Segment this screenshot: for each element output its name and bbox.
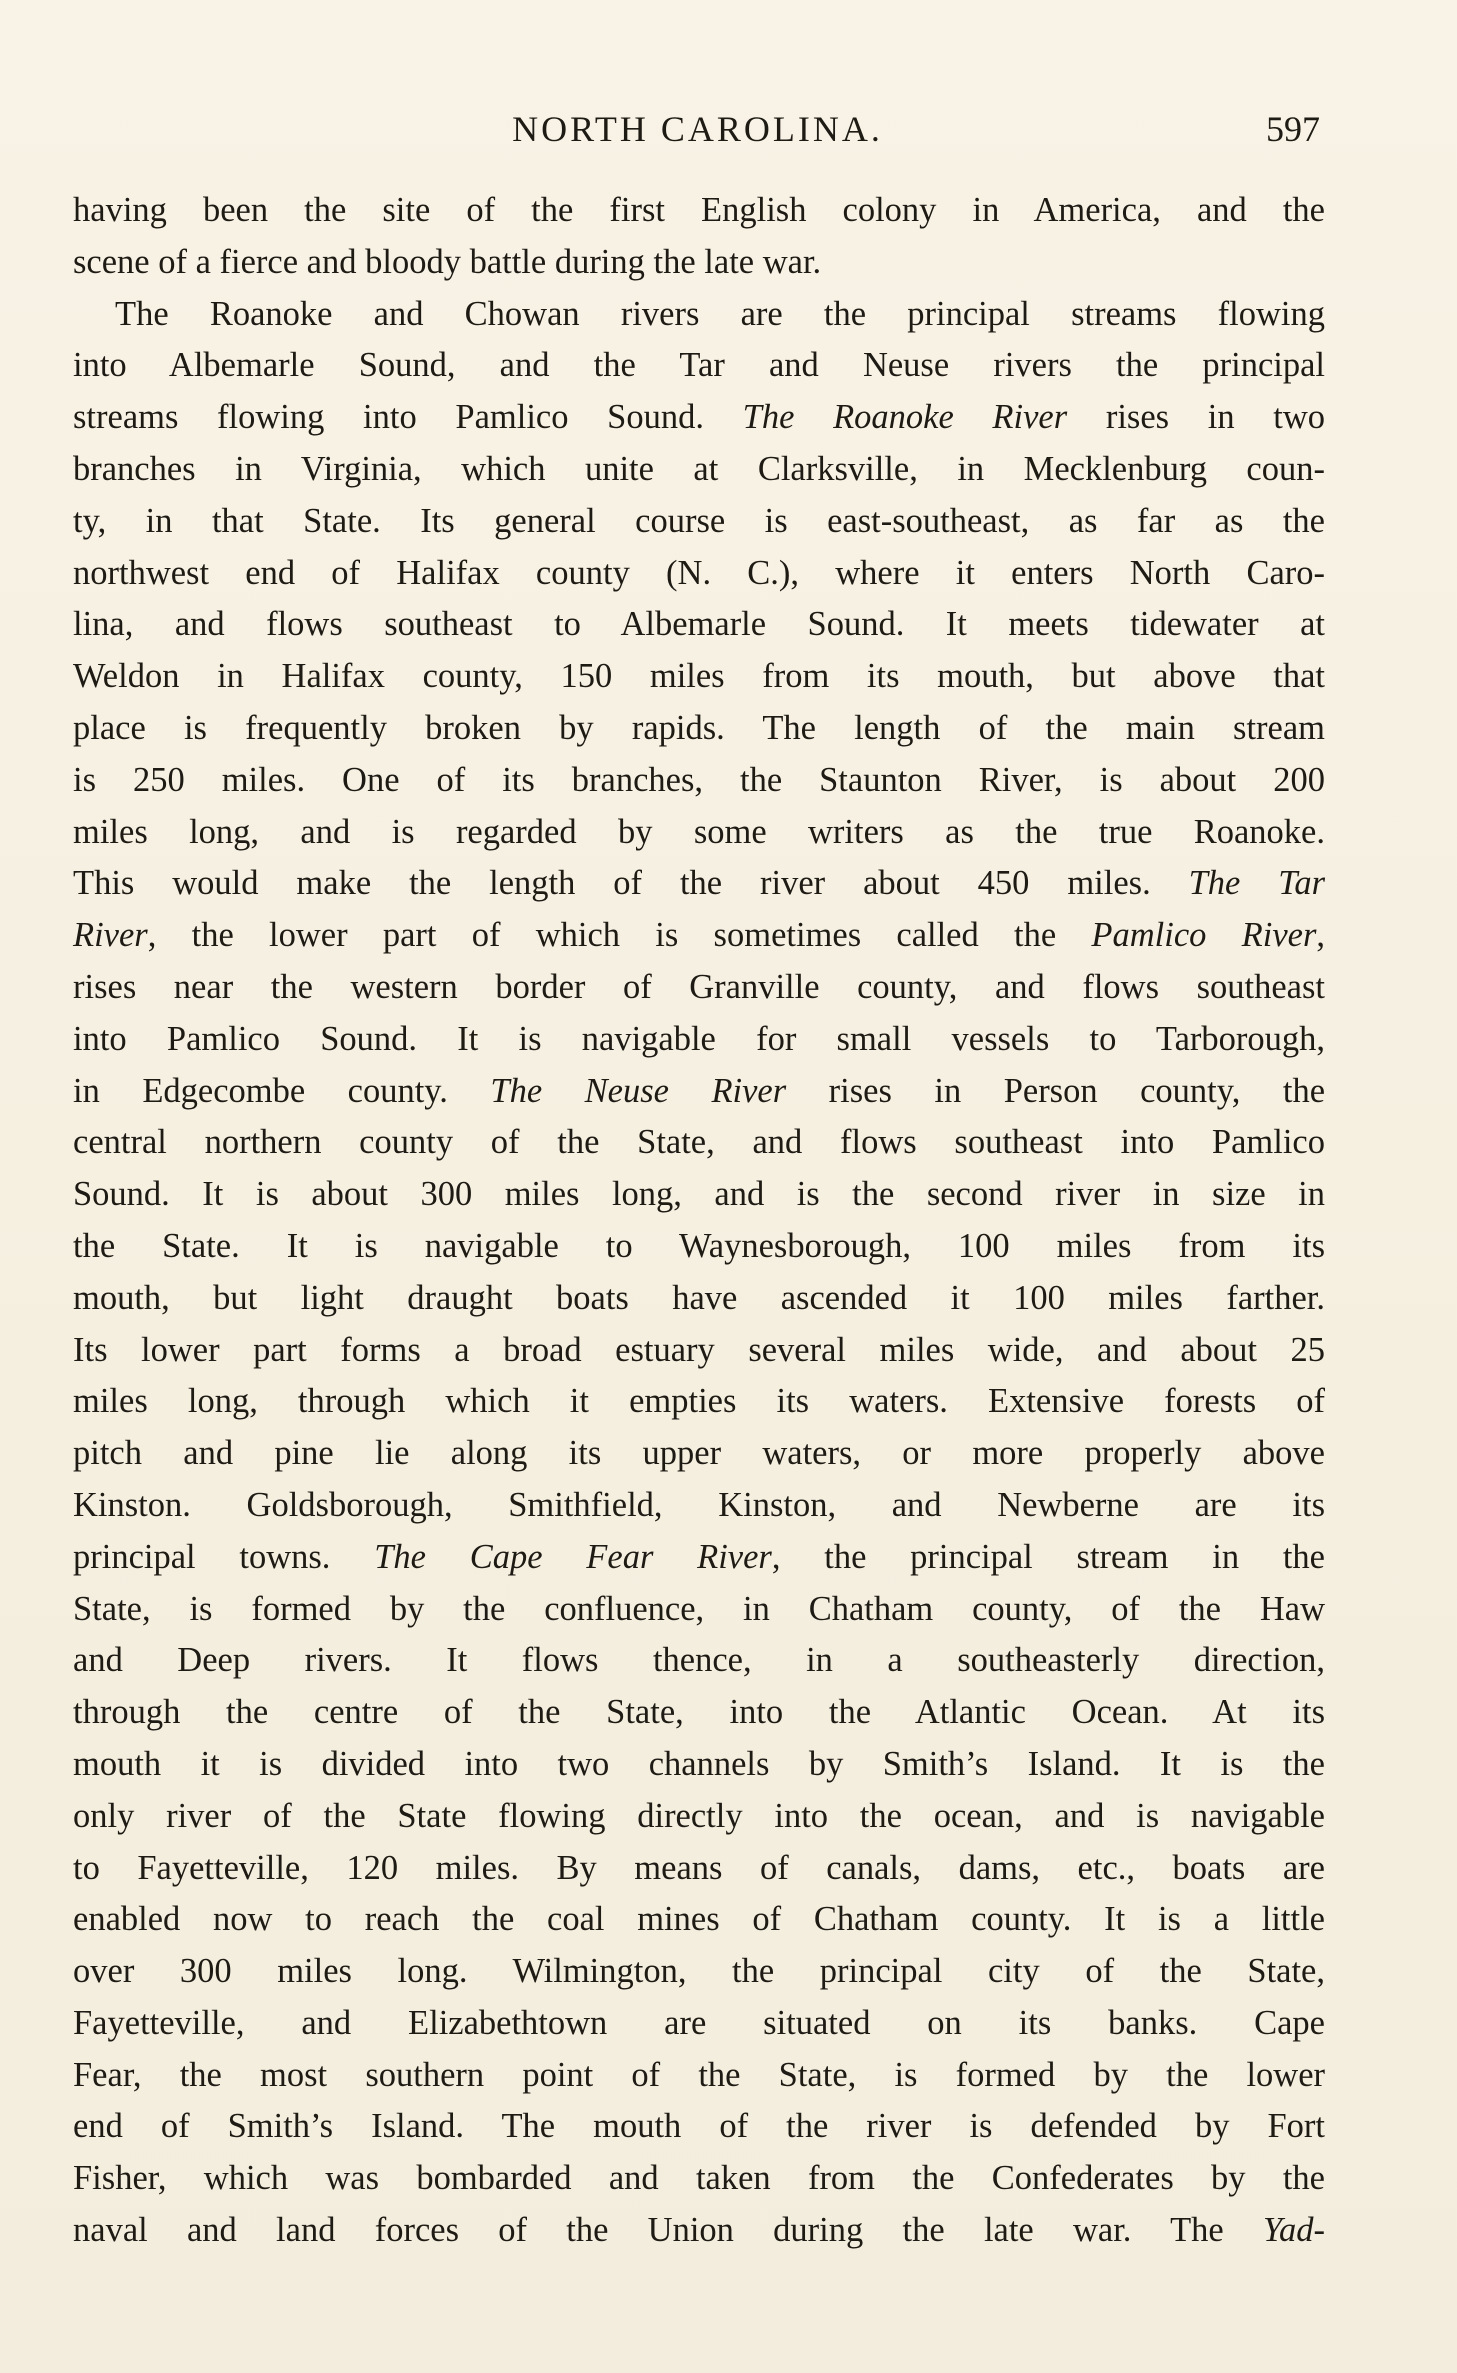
text-run: ty, in that State. Its general course is east-southeast, as far as the [73,501,1325,540]
text-line [73,1791,1325,1843]
text-line [73,962,1325,1014]
text-line [73,807,1325,859]
text-run: Sound. It is about 300 miles long, and is the second river in size in [73,1175,1325,1214]
text-line [73,1998,1325,2050]
text-run: enabled now to reach the coal mines of Chatham county. It is a little [73,1900,1325,1939]
text-run: rises in two [1067,398,1326,437]
text-line [73,2153,1325,2205]
text-run: only river of the State flowing directly into the ocean, and is navigable [73,1796,1325,1835]
italic-run: The Roanoke River [742,398,1068,437]
text-line [73,1894,1325,1946]
text-run: place is frequently broken by rapids. The length of the main stream [73,708,1325,747]
text-run: into Pamlico Sound. It is navigable for small vessels to Tarborough, [73,1019,1325,1058]
text-line [73,755,1325,807]
text-line [73,1117,1325,1169]
text-line [73,858,1325,910]
text-run: , the lower part of which is sometimes called the [147,916,1092,955]
text-run: rises near the western border of Granville county, and flows southeast [73,967,1325,1006]
text-run: is 250 miles. One of its branches, the Staunton River, is about 200 [73,760,1325,799]
text-line [73,2050,1325,2102]
text-run: , the principal stream in the [771,1537,1325,1576]
text-run: scene of a fierce and bloody battle during the late war. [73,242,822,281]
italic-run: The Neuse River [490,1071,787,1110]
text-line [73,1687,1325,1739]
text-run: Fear, the most southern point of the State, is formed by the lower [73,2055,1325,2094]
text-run: This would make the length of the river about 450 miles. [73,864,1189,903]
text-line [73,548,1325,600]
text-line [73,1480,1325,1532]
italic-run: Pamlico River [1091,916,1317,955]
text-line [73,1014,1325,1066]
text-run: naval and land forces of the Union during the late war. The [73,2211,1263,2250]
text-run: Its lower part forms a broad estuary several miles wide, and about 25 [73,1330,1325,1369]
text-run: pitch and pine lie along its upper waters, or more properly above [73,1434,1325,1473]
text-run: over 300 miles long. Wilmington, the principal city of the State, [73,1952,1325,1991]
text-run: northwest end of Halifax county (N. C.), where it enters North Caro- [73,553,1325,592]
text-run: through the centre of the State, into the Atlantic Ocean. At its [73,1693,1325,1732]
text-run: mouth it is divided into two channels by Smith’s Island. It is the [73,1744,1325,1783]
text-run: end of Smith’s Island. The mouth of the river is defended by Fort [73,2107,1325,2146]
text-line [73,1946,1325,1998]
text-run: central northern county of the State, and flows southeast into Pamlico [73,1123,1325,1162]
text-line [73,2205,1325,2257]
text-line [73,910,1325,962]
text-line [73,2101,1325,2153]
text-run: miles long, and is regarded by some writers as the true Roanoke. [73,812,1325,851]
italic-run: River [73,916,148,955]
text-line [73,703,1325,755]
text-line [73,1635,1325,1687]
text-run: into Albemarle Sound, and the Tar and Neuse rivers the principal [73,346,1325,385]
text-run: lina, and flows southeast to Albemarle Sound. It meets tidewater at [73,605,1325,644]
text-line [73,1273,1325,1325]
text-run: State, is formed by the confluence, in Chatham county, of the Haw [73,1589,1325,1628]
italic-run: The Tar [1188,864,1325,903]
text-line [73,444,1325,496]
text-run: mouth, but light draught boats have ascended it 100 miles farther. [73,1278,1325,1317]
text-run: miles long, through which it empties its waters. Extensive forests of [73,1382,1325,1421]
text-line [73,185,1325,237]
text-run: the State. It is navigable to Waynesborough, 100 miles from its [73,1226,1325,1265]
text-run: Kinston. Goldsborough, Smithfield, Kinston, and Newberne are its [73,1485,1325,1524]
text-run: Fisher, which was bombarded and taken from the Confederates by the [73,2159,1325,2198]
text-line [73,1221,1325,1273]
text-run: to Fayetteville, 120 miles. By means of canals, dams, etc., boats are [73,1848,1325,1887]
text-run: having been the site of the first English colony in America, and the [73,191,1325,229]
text-line [73,1325,1325,1377]
text-line [73,1532,1325,1584]
text-line [73,651,1325,703]
text-line [73,1739,1325,1791]
italic-run: Yad- [1262,2211,1325,2250]
text-run: and Deep rivers. It flows thence, in a southeasterly direction, [73,1641,1325,1680]
text-line [73,392,1325,444]
text-run: streams flowing into Pamlico Sound. [73,398,743,437]
italic-run: The Cape Fear River [374,1537,772,1576]
text-run: branches in Virginia, which unite at Clarksville, in Mecklenburg coun- [73,449,1325,488]
text-run: rises in Person county, the [786,1071,1326,1110]
text-line [73,1428,1325,1480]
body-text [73,185,1325,2257]
text-line [73,1169,1325,1221]
text-run: in Edgecombe county. [73,1071,491,1110]
text-line [73,1584,1325,1636]
text-line [73,599,1325,651]
text-run: principal towns. [73,1537,375,1576]
page-number: 597 [1266,109,1320,149]
text-line [73,496,1325,548]
text-line [73,289,1325,341]
page-header [75,104,1320,154]
text-run: The Roanoke and Chowan rivers are the principal streams flowing [115,294,1325,333]
text-run: Fayetteville, and Elizabethtown are situated on its banks. Cape [73,2003,1325,2042]
text-line [73,340,1325,392]
text-line [73,1843,1325,1895]
text-run: , [1316,916,1325,955]
text-line [73,237,1325,289]
text-line [73,1376,1325,1428]
running-head: NORTH CAROLINA. [512,109,883,149]
text-run: Weldon in Halifax county, 150 miles from its mouth, but above that [73,657,1325,696]
text-line [73,1066,1325,1118]
